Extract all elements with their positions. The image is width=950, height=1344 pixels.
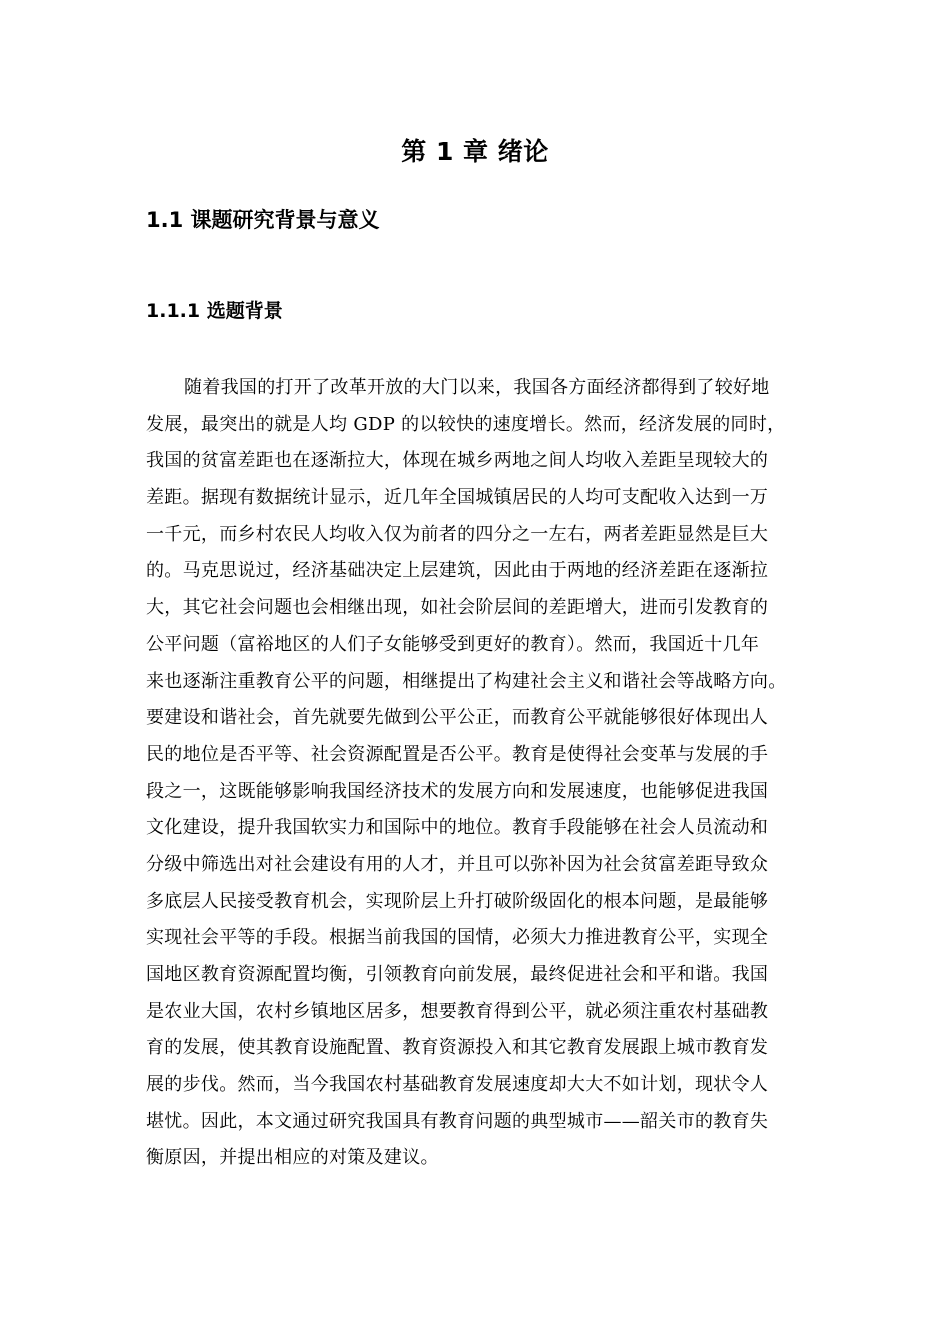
paragraph-line: 实现社会平等的手段。根据当前我国的国情，必须大力推进教育公平，实现全 (146, 927, 769, 949)
paragraph-line: 分级中筛选出对社会建设有用的人才，并且可以弥补因为社会贫富差距导致众 (146, 853, 769, 875)
paragraph-line: 要建设和谐社会，首先就要先做到公平公正，而教育公平就能够很好体现出人 (146, 707, 769, 729)
paragraph-line: 随着我国的打开了改革开放的大门以来，我国各方面经济都得到了较好地 (184, 377, 770, 398)
paragraph-line: 展的步伐。然而，当今我国农村基础教育发展速度却大大不如计划，现状令人 (146, 1074, 769, 1096)
paragraph-line: 来也逐渐注重教育公平的问题，相继提出了构建社会主义和谐社会等战略方向。 (146, 670, 787, 692)
paragraph-line: 文化建设，提升我国软实力和国际中的地位。教育手段能够在社会人员流动和 (146, 817, 769, 839)
paragraph-line: 民的地位是否平等、社会资源配置是否公平。教育是使得社会变革与发展的手 (146, 743, 769, 765)
paragraph-line: 差距。据现有数据统计显示，近几年全国城镇居民的人均可支配收入达到一万 (146, 487, 769, 509)
section-title: 1.1 课题研究背景与意义 (146, 208, 380, 232)
paragraph-line: 我国的贫富差距也在逐渐拉大，体现在城乡两地之间人均收入差距呈现较大的 (146, 450, 769, 472)
paragraph-line: 堪忧。因此，本文通过研究我国具有教育问题的典型城市——韶关市的教育失 (146, 1110, 769, 1132)
paragraph-line: 国地区教育资源配置均衡，引领教育向前发展，最终促进社会和平和谐。我国 (146, 964, 769, 985)
paragraph-line: 一千元，而乡村农民人均收入仅为前者的四分之一左右，两者差距显然是巨大 (146, 523, 769, 545)
paragraph-line: 衡原因，并提出相应的对策及建议。 (146, 1147, 439, 1169)
chapter-title: 第 1 章 绪论 (401, 137, 549, 166)
paragraph-line: 的。马克思说过，经济基础决定上层建筑，因此由于两地的经济差距在逐渐拉 (146, 560, 769, 582)
paragraph-line: 段之一，这既能够影响我国经济技术的发展方向和发展速度，也能够促进我国 (146, 780, 769, 802)
paragraph-line: 发展，最突出的就是人均 GDP 的以较快的速度增长。然而，经济发展的同时， (146, 413, 786, 435)
paragraph-line: 多底层人民接受教育机会，实现阶层上升打破阶级固化的根本问题，是最能够 (146, 890, 769, 912)
paragraph-line: 是农业大国，农村乡镇地区居多，想要教育得到公平，就必须注重农村基础教 (146, 1000, 769, 1022)
paragraph-line: 公平问题（富裕地区的人们子女能够受到更好的教育）。然而，我国近十几年 (146, 633, 760, 655)
paragraph-line: 育的发展，使其教育设施配置、教育资源投入和其它教育发展跟上城市教育发 (146, 1037, 769, 1059)
subsection-title: 1.1.1 选题背景 (146, 300, 283, 322)
body-paragraph (146, 370, 810, 1177)
paragraph-line: 大，其它社会问题也会相继出现，如社会阶层间的差距增大，进而引发教育的 (146, 597, 769, 619)
